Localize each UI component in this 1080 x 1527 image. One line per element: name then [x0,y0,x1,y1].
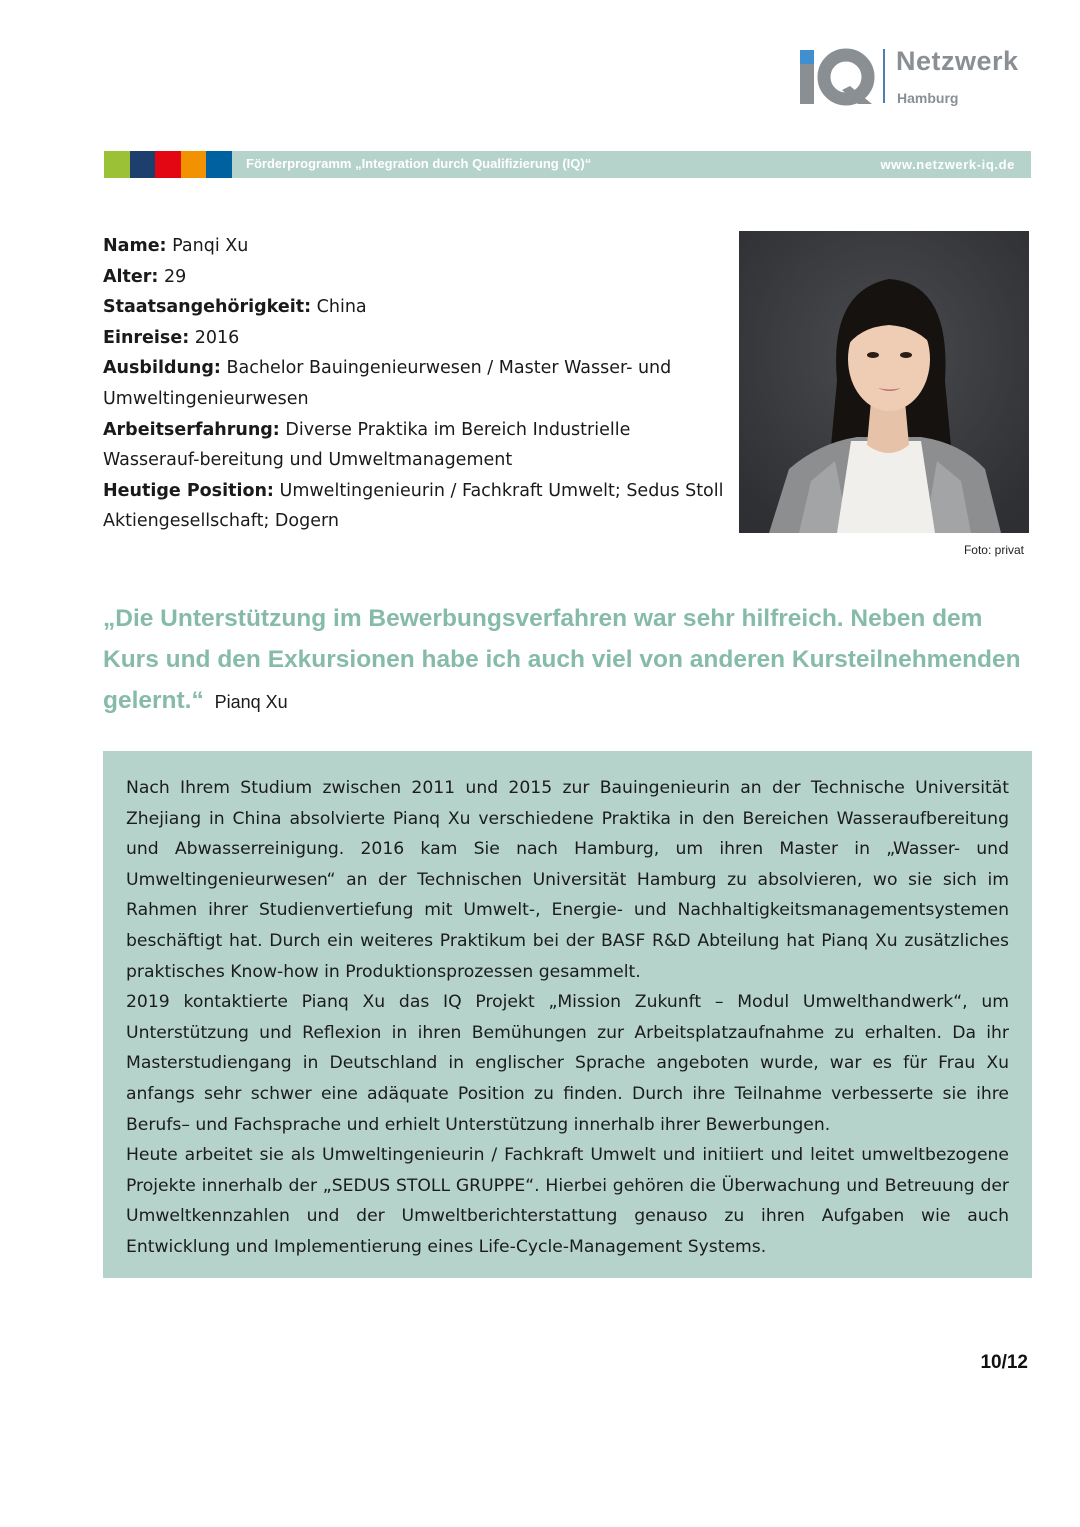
profile-name: Name: Panqi Xu [103,236,249,256]
color-block-blue [206,151,232,178]
profile-info [103,231,728,537]
story-box [103,751,1032,1278]
iq-netzwerk-logo [800,46,1040,110]
color-block-navy [130,151,156,178]
logo-title: Netzwerk [896,46,1019,76]
color-block-green [104,151,130,178]
profile-position: Heutige Position: Umweltingenieurin / Fachkraft Umwelt; Sedus Stoll Aktiengesellschaft; Dogern [103,480,724,532]
iq-logo-icon [800,46,876,106]
quote-text: „Die Unterstützung im Bewerbungsverfahren war sehr hilfreich. Neben dem Kurs und den Exkursionen habe ich auch viel von anderen Kursteilnehmenden gelernt.“ [103,605,1021,714]
story-paragraph: 2019 kontaktierte Pianq Xu das IQ Projekt „Mission Zukunft – Modul Umwelthandwerk“, um Unterstützung und Reflexion in ihren Bemühungen zur Arbeitsplatzaufnahme zu erhalten. Da ihr Masterstudiengang in Deutschland in englischer Sprache angeboten wurde, war es für Frau Xu anfangs sehr schwer eine adäquate Position zu finden. Durch ihre Teilnahme verbesserte sie ihre Berufs– und Fachsprache und erhielt Unterstützung innerhalb ihrer Bewerbungen. [126,992,1009,1135]
logo-divider [883,49,885,103]
profile-entry: Einreise: 2016 [103,327,240,348]
program-text: Förderprogramm „Integration durch Qualifizierung (IQ)“ [246,156,592,171]
program-banner [104,151,1031,178]
profile-age: Alter: 29 [103,266,187,287]
profile-nationality: Staatsangehörigkeit: China [103,297,367,318]
logo-subtitle: Hamburg [897,90,959,106]
story-paragraph: Nach Ihrem Studium zwischen 2011 und 2015 zur Bauingenieurin an der Technische Universität Zhejiang in China absolvierte Pianq Xu verschiedene Praktika in den Bereichen Wasseraufbereitung und Abwasserreinigung. 2016 kam Sie nach Hamburg, um ihren Master in „Wasser- und Umweltingenieurwesen“ an der Technischen Universität Hamburg zu absolvieren, wo sie sich im Rahmen ihrer Studienvertiefung mit Umwelt-, Energie- und Nachhaltigkeitsmanagementsystemen beschäftigt hat. Durch ein weiteres Praktikum bei der BASF R&D Abteilung hat Pianq Xu zusätzliches praktisches Know-how in Produktionsprozessen gesammelt. [126,778,1009,982]
color-blocks [104,151,232,178]
portrait-image [739,231,1029,533]
profile-experience: Arbeitserfahrung: Diverse Praktika im Bereich Industrielle Wasserauf-bereitung und Umweltmanagement [103,419,631,471]
testimonial-quote [103,598,1033,723]
color-block-red [155,151,181,178]
quote-author: Pianq Xu [214,692,288,712]
photo-credit: Foto: privat [963,543,1024,557]
story-paragraph: Heute arbeitet sie als Umweltingenieurin / Fachkraft Umwelt und initiiert und leitet umweltbezogene Projekte innerhalb der „SEDUS STOLL GRUPPE“. Hierbei gehören die Überwachung und Betreuung der Umweltkennzahlen und der Umweltberichterstattung genauso zu ihren Aufgaben wie auch Entwicklung und Implementierung eines Life-Cycle-Management Systems. [126,1145,1009,1257]
portrait-photo [739,231,1029,533]
color-block-orange [181,151,207,178]
website-link[interactable]: www.netzwerk-iq.de [880,157,1015,172]
profile-education: Ausbildung: Bachelor Bauingenieurwesen / Master Wasser- und Umweltingenieurwesen [103,358,672,409]
page-number: 10/12 [980,1352,1028,1373]
